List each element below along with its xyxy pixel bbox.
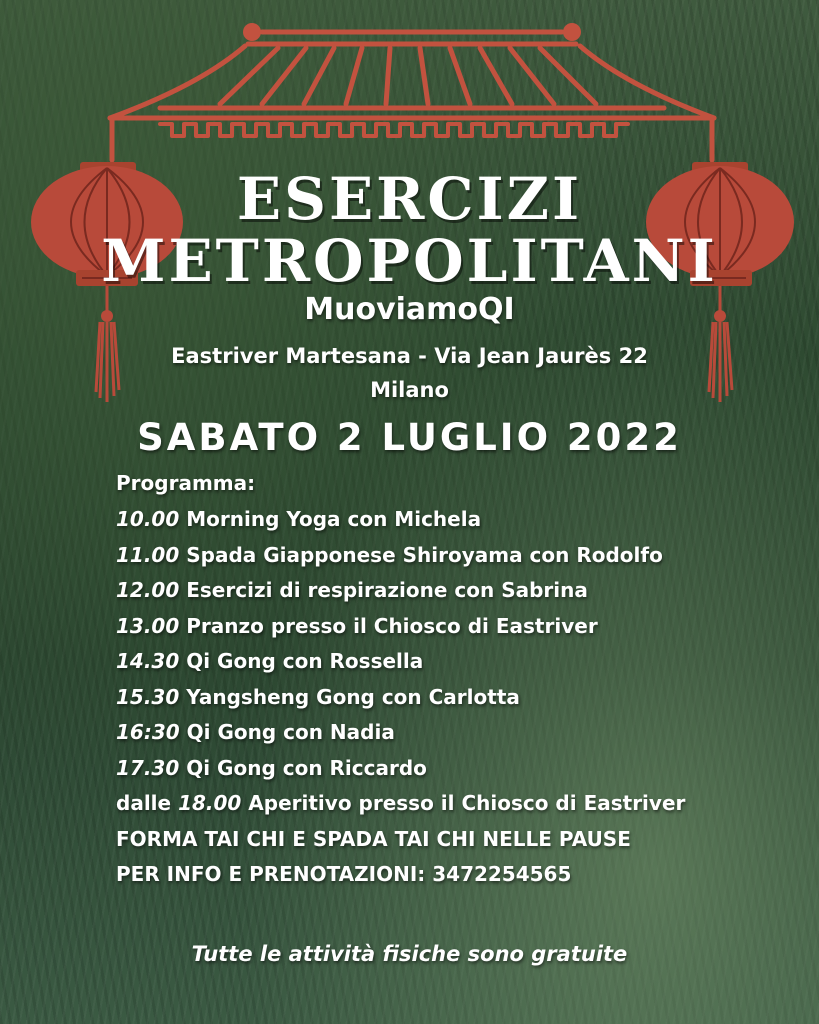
program-item <box>116 755 685 791</box>
subtitle: MuoviamoQI <box>304 292 515 327</box>
program-item <box>116 577 685 613</box>
program-list <box>116 470 685 897</box>
program-item-time: 12.00 <box>116 578 180 602</box>
program-item <box>116 684 685 720</box>
program-item-time: 13.00 <box>116 613 180 638</box>
program-heading: Programma: <box>116 471 256 495</box>
program-item <box>116 790 685 826</box>
program-note: FORMA TAI CHI E SPADA TAI CHI NELLE PAUSE <box>116 826 631 851</box>
program-item <box>116 719 685 755</box>
program-item <box>116 648 685 684</box>
program-item-prefix: dalle <box>116 791 179 815</box>
program-item-activity: Morning Yoga con Michela <box>186 507 482 531</box>
program-item-time: 15.30 <box>116 684 180 709</box>
program-item-time: 14.30 <box>116 649 180 673</box>
program-item-activity: Qi Gong con Rossella <box>186 649 424 673</box>
program-item-activity: Spada Giapponese Shiroyama con Rodolfo <box>186 542 663 567</box>
city: Milano <box>370 378 449 402</box>
program-note: PER INFO E PRENOTAZIONI: 3472254565 <box>116 862 572 886</box>
program-item-time: 16:30 <box>116 720 180 744</box>
program-item-activity: Qi Gong con Riccardo <box>186 755 427 780</box>
footer-note: Tutte le attività fisiche sono gratuite <box>191 942 628 966</box>
program-item-time: 18.00 <box>178 791 242 815</box>
title-line-2: METROPOLITANI <box>101 227 718 295</box>
title-line-1: ESERCIZI <box>236 165 583 233</box>
program-item-time: 10.00 <box>116 507 180 531</box>
pagoda-roof-icon <box>110 23 714 160</box>
program-item-time: 17.30 <box>116 755 180 780</box>
location: Eastriver Martesana - Via Jean Jaurès 22 <box>171 344 648 368</box>
program-item-activity: Pranzo presso il Chiosco di Eastriver <box>186 613 598 638</box>
event-date: SABATO 2 LUGLIO 2022 <box>137 416 682 459</box>
program-item-activity: Qi Gong con Nadia <box>186 720 395 744</box>
program-item-activity: Aperitivo presso il Chiosco di Eastriver <box>248 791 686 815</box>
program-item-activity: Yangsheng Gong con Carlotta <box>186 684 520 709</box>
program-item-activity: Esercizi di respirazione con Sabrina <box>186 578 588 602</box>
program-item-time: 11.00 <box>116 542 180 567</box>
program-item <box>116 613 685 649</box>
program-item <box>116 542 685 578</box>
program-item <box>116 506 685 542</box>
